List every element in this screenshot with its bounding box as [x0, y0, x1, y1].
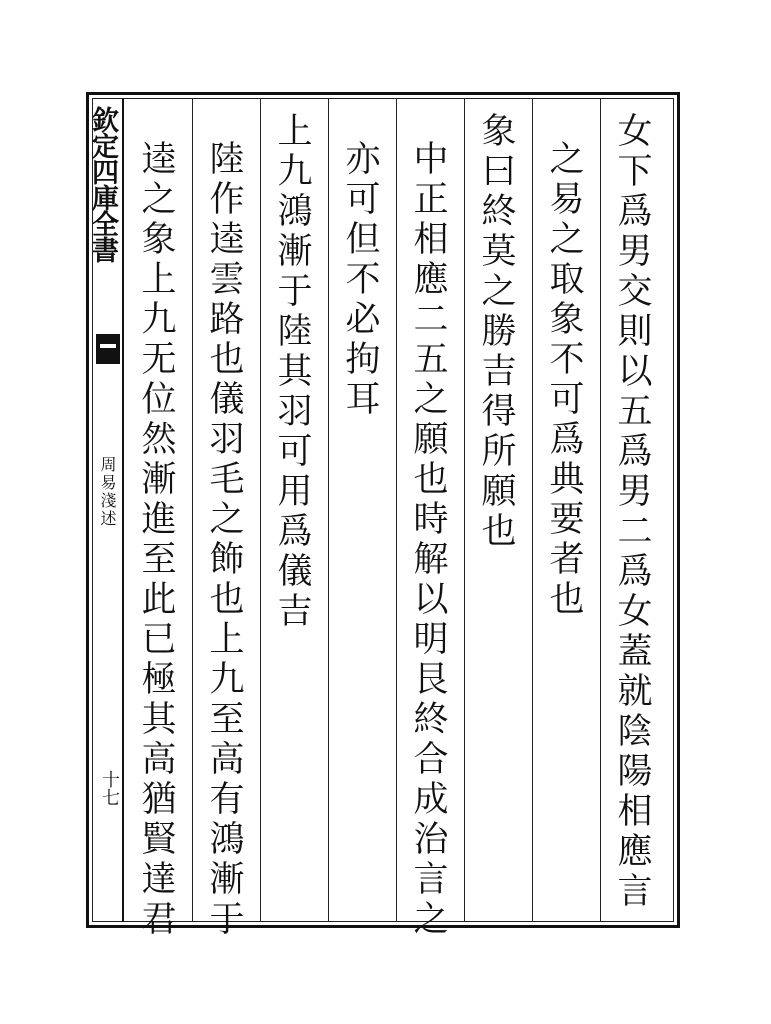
text-column-6: 上九鴻漸于陸其羽可用爲儀吉 [272, 112, 312, 632]
page-border-inner [87, 98, 674, 922]
fish-tail-mark-icon [96, 334, 120, 364]
text-column-2: 之易之取象不可爲典要者也 [544, 140, 584, 620]
column-rule [192, 98, 193, 922]
column-rule [328, 98, 329, 922]
text-column-1: 女下爲男交則以五爲男二爲女蓋就陰陽相應言 [612, 112, 652, 912]
text-column-4: 中正相應二五之願也時解以明艮終合成治言之 [408, 140, 448, 940]
text-column-8: 逵之象上九无位然漸進至此已極其高猶賢達君 [136, 140, 176, 940]
book-title: 周易淺述 [98, 456, 117, 528]
text-column-5: 亦可但不必拘耳 [340, 140, 380, 420]
text-column-7: 陸作逵雲路也儀羽毛之飾也上九至高有鴻漸于 [204, 140, 244, 940]
collection-title: 欽定四庫全書 [87, 106, 118, 262]
column-rule [600, 98, 601, 922]
column-rule [532, 98, 533, 922]
column-rule [464, 98, 465, 922]
text-column-3: 象曰終莫之勝吉得所願也 [476, 112, 516, 552]
column-rule [396, 98, 397, 922]
page-number: 十七 [99, 770, 120, 806]
column-rule [260, 98, 261, 922]
